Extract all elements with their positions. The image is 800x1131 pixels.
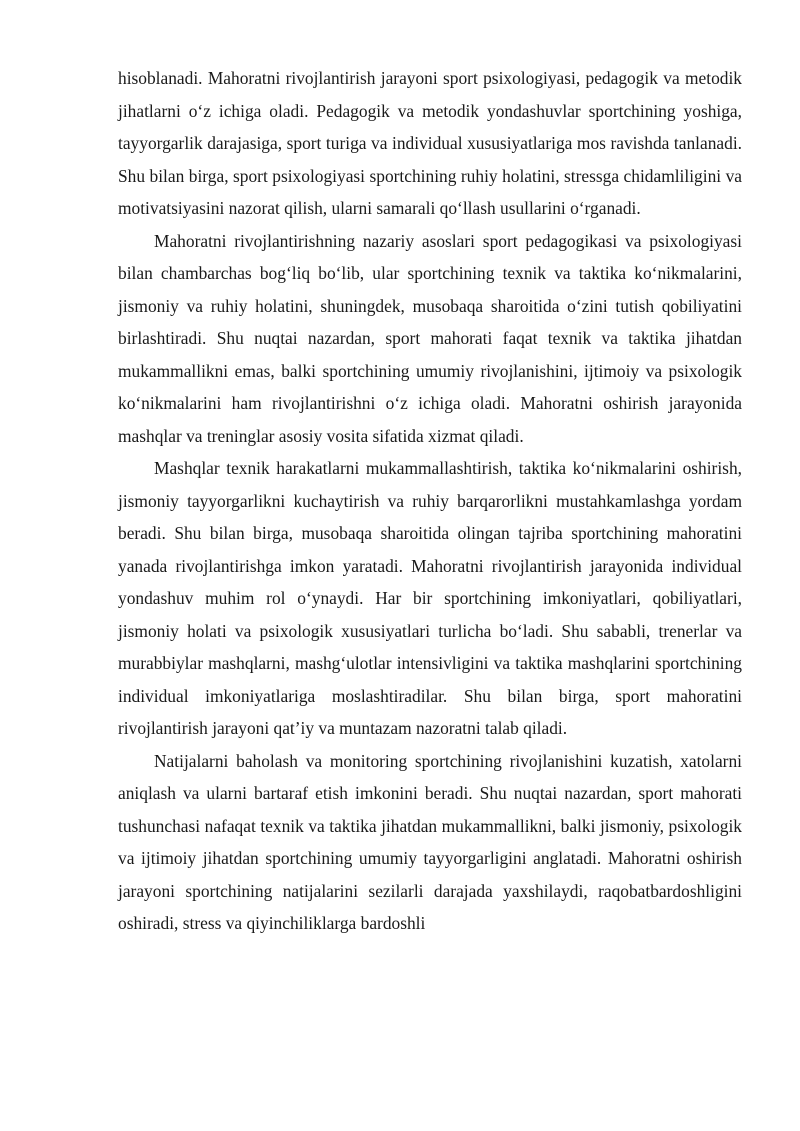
paragraph-evaluation-monitoring: Natijalarni baholash va monitoring sportchining rivojlanishini kuzatish, xatolarni aniqlash va ularni bartaraf etish imkonini beradi. Shu nuqtai nazardan, sport mahorati tushunchasi nafaqat texnik va taktika jihatdan mukammallikni, balki jismoniy, psixologik va ijtimoiy jihatdan sportchining umumiy tayyorgarligini anglatadi. Mahoratni oshirish jarayoni sportchining natijalarini sezilarli darajada yaxshilaydi, raqobatbardoshligini oshiradi, stress va qiyinchiliklarga bardoshli	[118, 750, 742, 933]
paragraph-continuation: hisoblanadi. Mahoratni rivojlantirish jarayoni sport psixologiyasi, pedagogik va metodik jihatlarni o‘z ichiga oladi. Pedagogik va metodik yondashuvlar sportchining yoshiga, tayyorgarlik darajasiga, sport turiga va individual xususiyatlariga mos ravishda tanlanadi. Shu bilan birga, sport psixologiyasi sportchining ruhiy holatini, stressga chidamliligini va motivatsiyasini nazorat qilish, ularni samarali qo‘llash usullarini o‘rganadi.	[118, 68, 742, 218]
document-page	[118, 62, 742, 940]
paragraph-theoretical-basis: Mahoratni rivojlantirishning nazariy asoslari sport pedagogikasi va psixologiyasi bilan chambarchas bog‘liq bo‘lib, ular sportchining texnik va taktika ko‘nikmalarini, jismoniy va ruhiy holatini, shuningdek, musobaqa sharoitida o‘zini tutish qobiliyatini birlashtiradi. Shu nuqtai nazardan, sport mahorati faqat texnik va taktika jihatdan mukammallikni emas, balki sportchining umumiy rivojlanishini, ijtimoiy va psixologik ko‘nikmalarini ham rivojlantirishni o‘z ichiga oladi. Mahoratni oshirish jarayonida mashqlar va treninglar asosiy vosita sifatida xizmat qiladi.	[118, 230, 742, 446]
paragraph-exercises: Mashqlar texnik harakatlarni mukammallashtirish, taktika ko‘nikmalarini oshirish, jismoniy tayyorgarlikni kuchaytirish va ruhiy barqarorlikni mustahkamlashga yordam beradi. Shu bilan birga, musobaqa sharoitida olingan tajriba sportchining mahoratini yanada rivojlantirishga imkon yaratadi. Mahoratni rivojlantirish jarayonida individual yondashuv muhim rol o‘ynaydi. Har bir sportchining imkoniyatlari, qobiliyatlari, jismoniy holati va psixologik xususiyatlari turlicha bo‘ladi. Shu sababli, trenerlar va murabbiylar mashqlarni, mashg‘ulotlar intensivligini va taktika mashqlarini sportchining individual imkoniyatlariga moslashtiradilar. Shu bilan birga, sport mahoratini rivojlantirish jarayoni qat’iy va muntazam nazoratni talab qiladi.	[118, 458, 742, 738]
